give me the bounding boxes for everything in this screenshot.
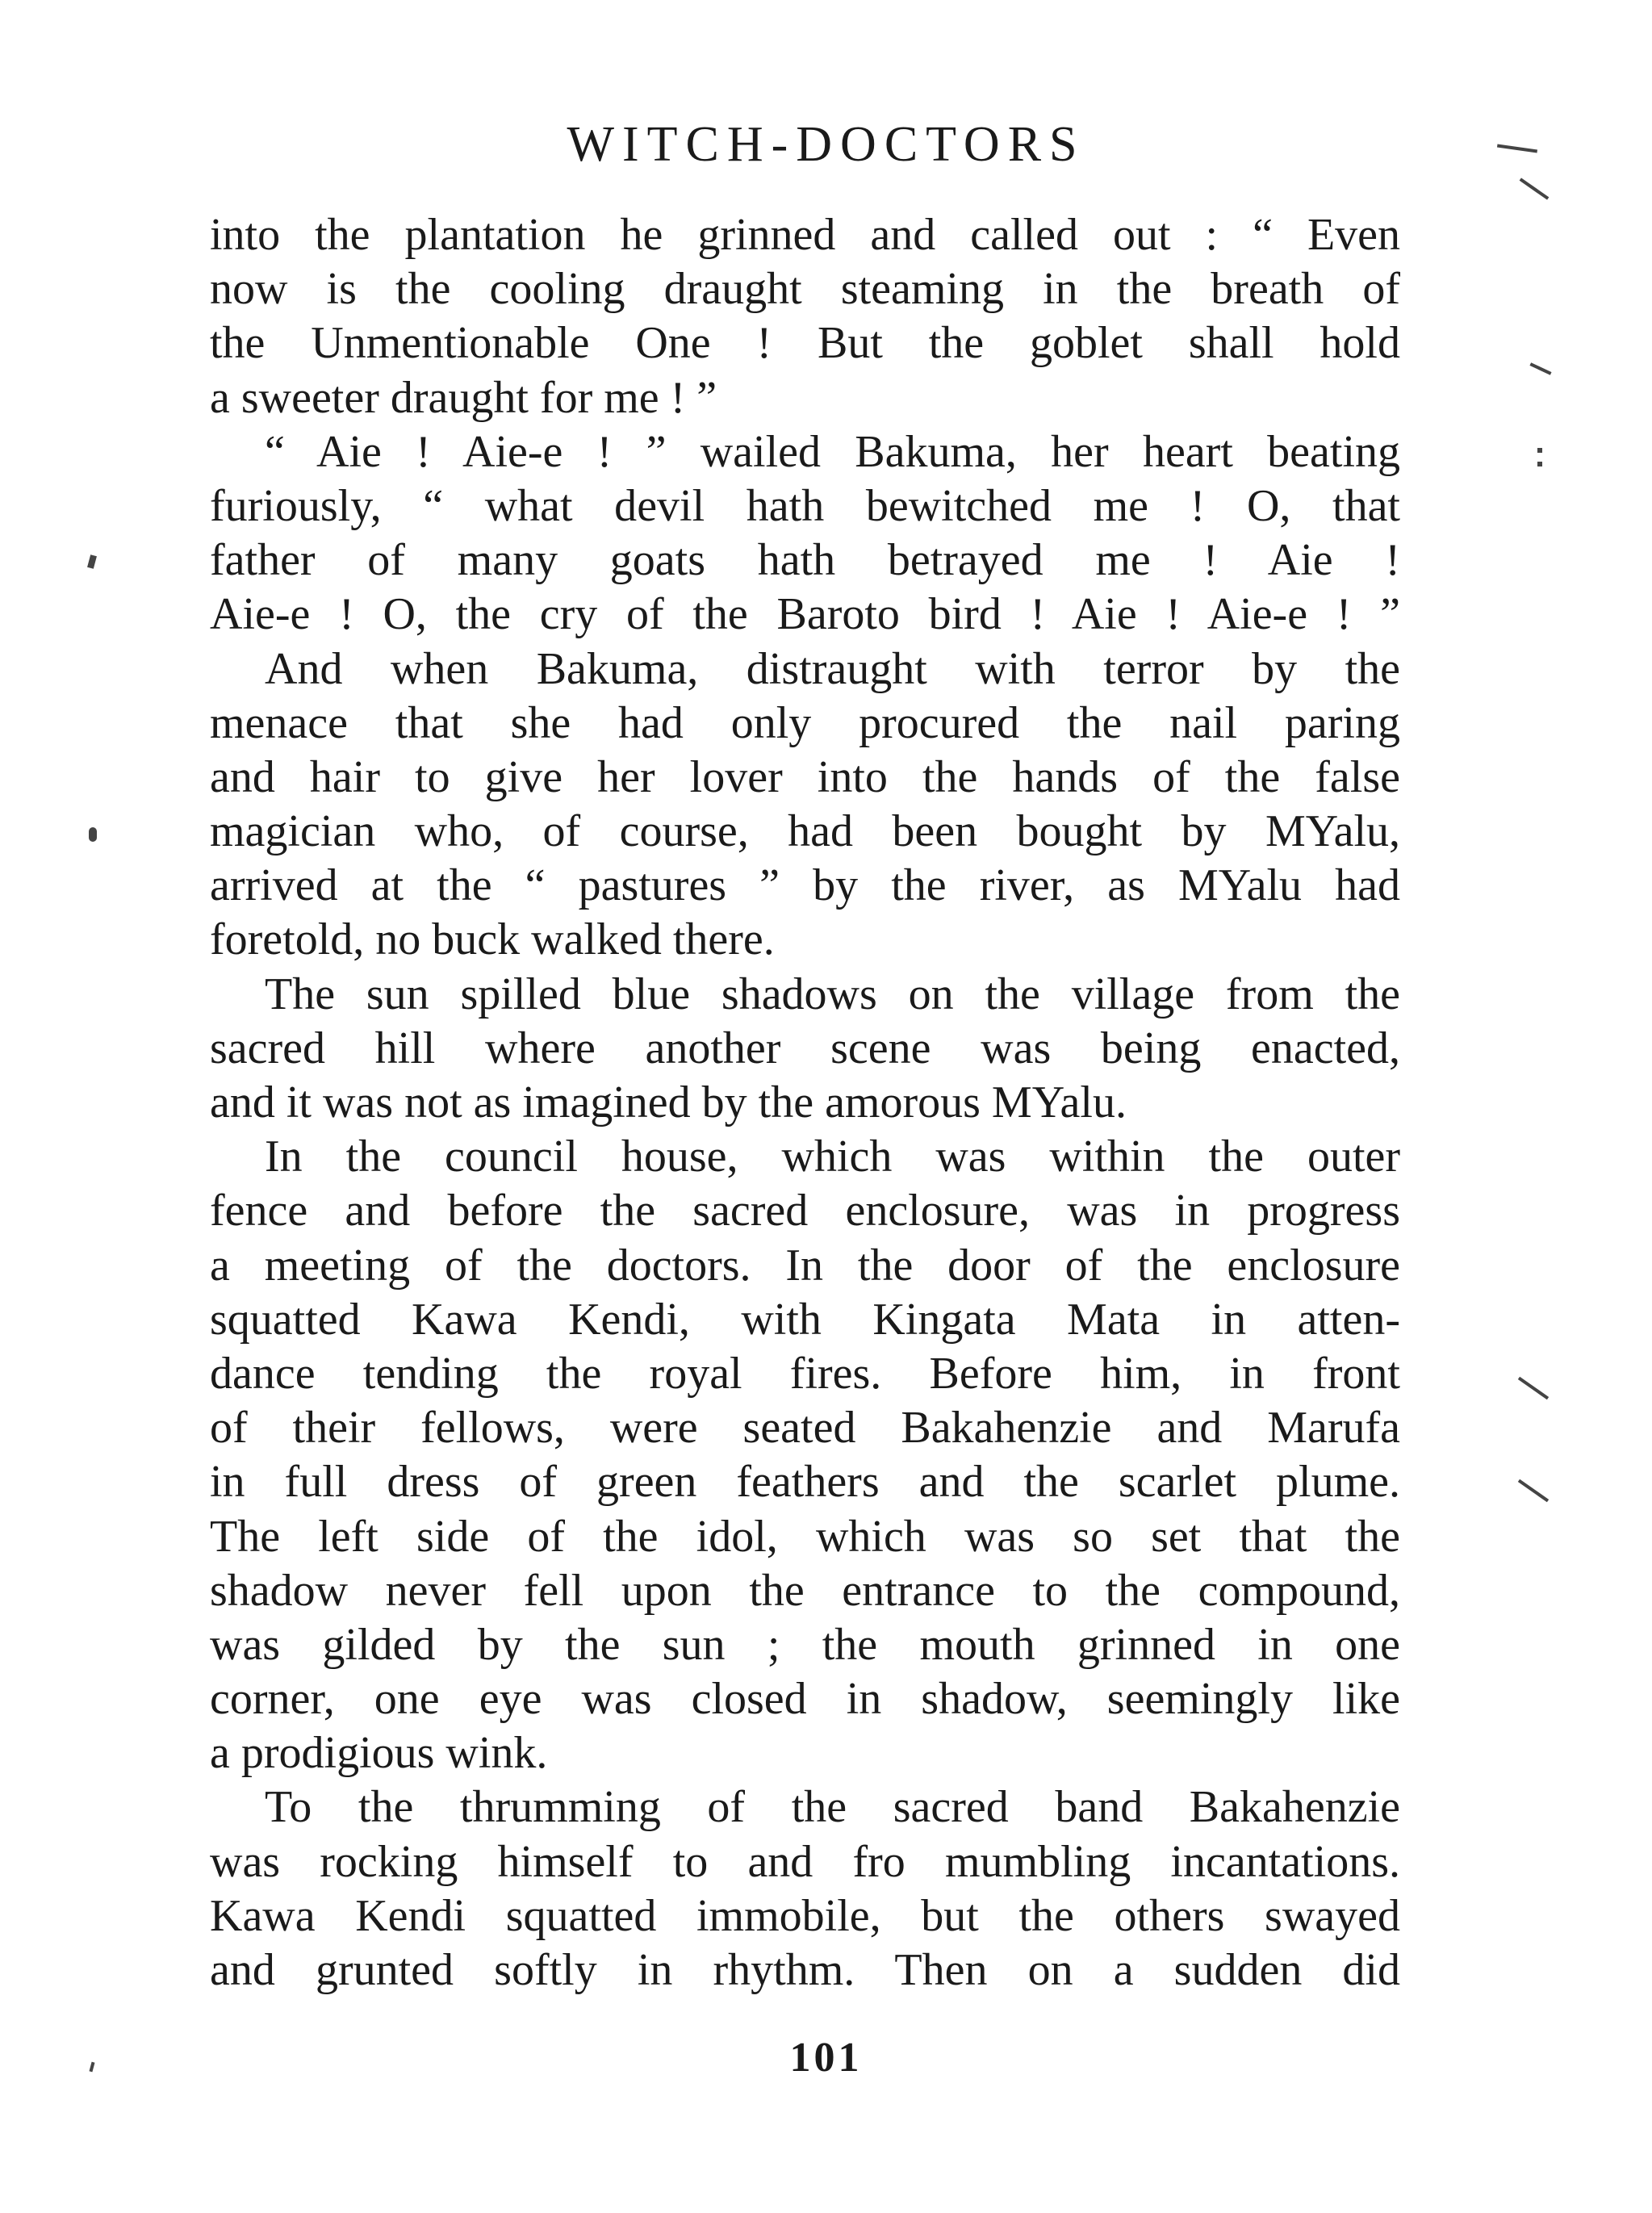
text-line: The left side of the idol, which was so set that the <box>210 1511 1400 1562</box>
margin-mark <box>1518 1377 1549 1400</box>
text-line: and grunted softly in rhythm. Then on a sudden did <box>210 1945 1400 1995</box>
text-line: shadow never fell upon the entrance to the compound, <box>210 1565 1400 1616</box>
text-line: a prodigious wink. <box>210 1728 548 1779</box>
text-line: Kawa Kendi squatted immobile, but the others swayed <box>210 1890 1400 1941</box>
margin-mark <box>1520 178 1550 199</box>
text-line: fence and before the sacred enclosure, was in progress <box>210 1186 1400 1236</box>
body-text <box>210 208 1400 1998</box>
text-line: magician who, of course, had been bought by MYalu, <box>210 806 1400 857</box>
page-number: 101 <box>789 2035 863 2081</box>
text-line: Aie-e ! O, the cry of the Baroto bird ! Aie ! Aie-e ! ” <box>210 589 1400 640</box>
margin-mark <box>1537 448 1542 453</box>
text-line: arrived at the “ pastures ” by the river, as MYalu had <box>210 860 1400 911</box>
text-line: was rocking himself to and fro mumbling incantations. <box>210 1836 1400 1887</box>
text-line: now is the cooling draught steaming in the breath of <box>210 264 1400 315</box>
text-line: sacred hill where another scene was being enacted, <box>210 1023 1400 1073</box>
margin-mark <box>87 554 97 569</box>
margin-mark <box>1537 462 1542 466</box>
text-line: squatted Kawa Kendi, with Kingata Mata in atten- <box>210 1294 1400 1345</box>
text-line: into the plantation he grinned and called out : “ Even <box>210 210 1400 260</box>
text-line: in full dress of green feathers and the scarlet plume. <box>210 1457 1400 1508</box>
text-line: of their fellows, were seated Bakahenzie and Marufa <box>210 1403 1400 1454</box>
text-line: corner, one eye was closed in shadow, seemingly like <box>210 1674 1400 1725</box>
text-line: a meeting of the doctors. In the door of the enclosure <box>210 1240 1400 1291</box>
text-line: a sweeter draught for me ! ” <box>210 372 717 423</box>
text-line: and hair to give her lover into the hands of the false <box>210 751 1400 802</box>
text-line: the Unmentionable One ! But the goblet shall hold <box>210 318 1400 369</box>
text-line: was gilded by the sun ; the mouth grinned in one <box>210 1619 1400 1670</box>
text-line: menace that she had only procured the nail paring <box>210 697 1400 748</box>
margin-mark <box>1529 362 1551 374</box>
text-line: “ Aie ! Aie-e ! ” wailed Bakuma, her heart beating <box>265 426 1400 477</box>
text-line: To the thrumming of the sacred band Bakahenzie <box>265 1782 1400 1833</box>
text-line: foretold, no buck walked there. <box>210 914 775 965</box>
running-head: WITCH-DOCTORS <box>567 117 1085 172</box>
text-line: furiously, “ what devil hath bewitched me ! O, that <box>210 480 1400 531</box>
margin-mark <box>1518 1479 1549 1503</box>
text-line: father of many goats hath betrayed me ! Aie ! <box>210 535 1400 586</box>
text-line: And when Bakuma, distraught with terror by the <box>265 643 1400 694</box>
text-line: In the council house, which was within the outer <box>265 1132 1400 1182</box>
text-line: and it was not as imagined by the amorous MYalu. <box>210 1077 1127 1127</box>
text-line: The sun spilled blue shadows on the village from the <box>265 968 1400 1019</box>
text-line: dance tending the royal fires. Before him, in front <box>210 1348 1400 1399</box>
margin-mark <box>89 827 97 842</box>
